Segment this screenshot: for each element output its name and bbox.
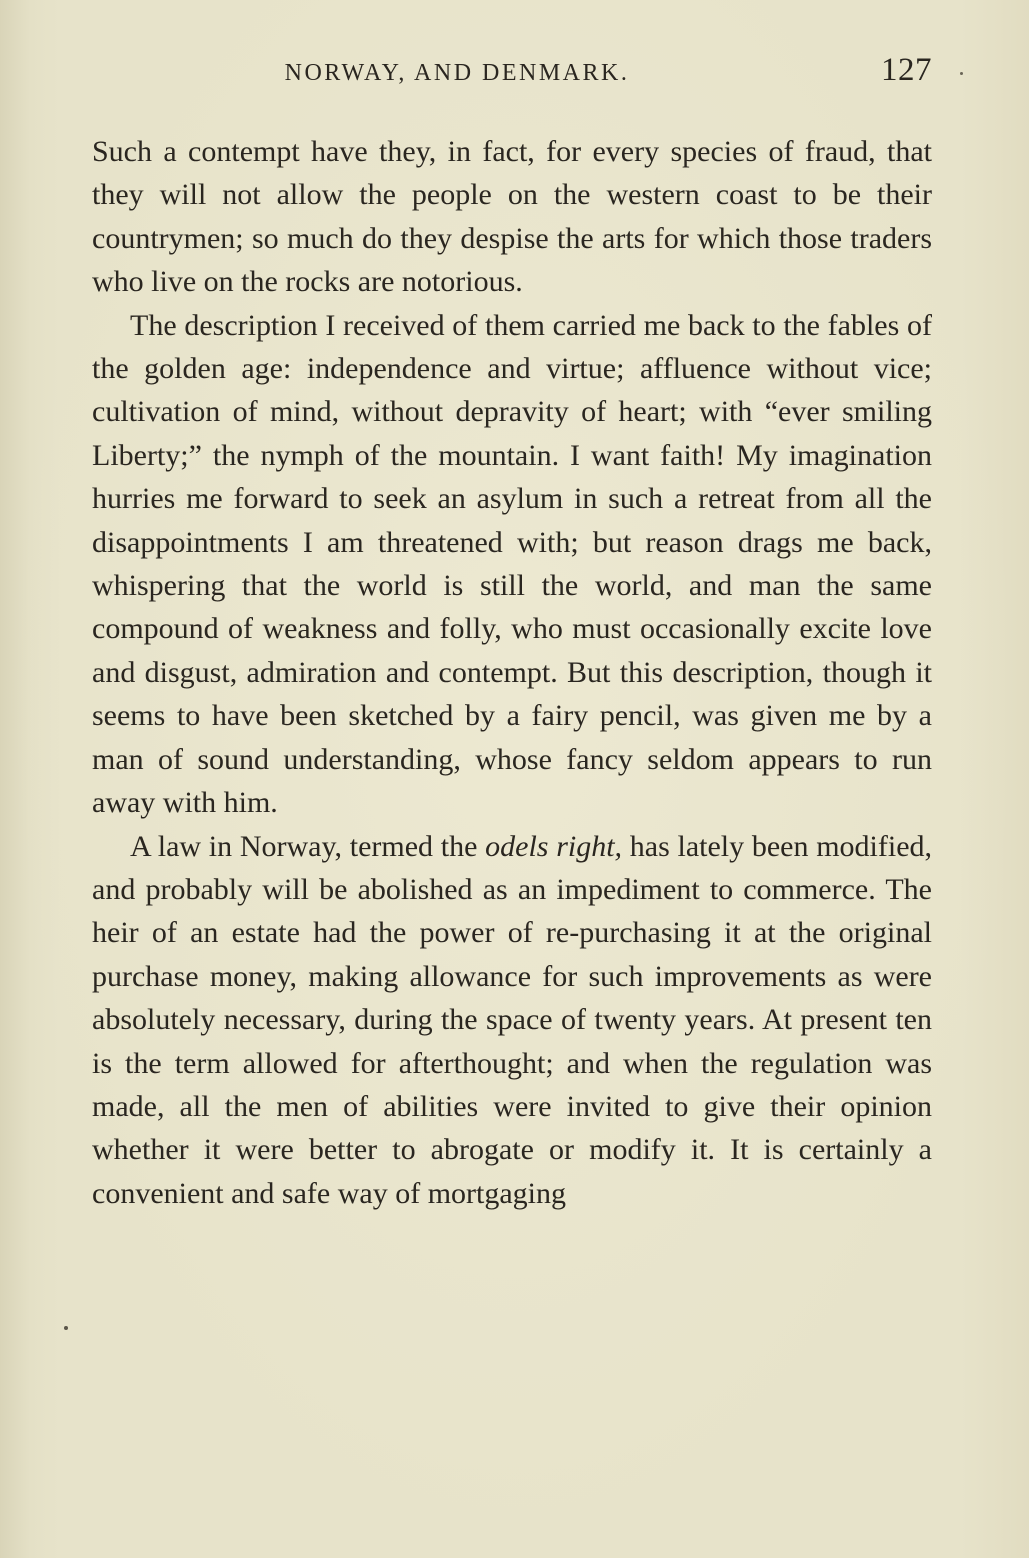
paragraph-text-start: A law in Norway, termed the bbox=[130, 829, 486, 863]
page-number: 127 bbox=[881, 52, 932, 88]
body-text bbox=[92, 130, 932, 1215]
running-head bbox=[92, 52, 932, 96]
italic-term: odels right, bbox=[485, 829, 623, 863]
margin-speck bbox=[64, 1326, 68, 1330]
paragraph-odels-law bbox=[92, 825, 932, 1216]
running-title: NORWAY, AND DENMARK. bbox=[284, 60, 630, 86]
paragraph-continuation: Such a contempt have they, in fact, for every species of fraud, that they will not allow the people on the western coast to be their countrymen; so much do they despise the arts for which those traders who live on the rocks are notorious. bbox=[92, 135, 932, 299]
print-speck bbox=[960, 72, 963, 75]
paragraph-description: The description I received of them carried me back to the fables of the golden age: independence and virtue; affluence without vice; cultivation of mind, without depravity of heart; with “ever smiling Liberty;” the nymph of the mountain. I want faith! My imagination hurries me forward to seek an asylum in such a retreat from all the disappointments I am threatened with; but reason drags me back, whispering that the world is still the world, and man the same compound of weakness and folly, who must occasionally excite love and disgust, admiration and contempt. But this description, though it seems to have been sketched by a fairy pencil, was given me by a man of sound understanding, whose fancy seldom appears to run away with him. bbox=[92, 308, 932, 820]
paragraph-text-end: has lately been modified, and probably will be abolished as an impediment to commerce. The heir of an estate had the power of re-purchasing it at the original purchase money, making allowance for such improvements as were absolutely necessary, during the space of twenty years. At present ten is the term allowed for afterthought; and when the regulation was made, all the men of abilities were invited to give their opinion whether it were better to abrogate or modify it. It is certainly a convenient and safe way of mortgaging bbox=[92, 829, 933, 1210]
